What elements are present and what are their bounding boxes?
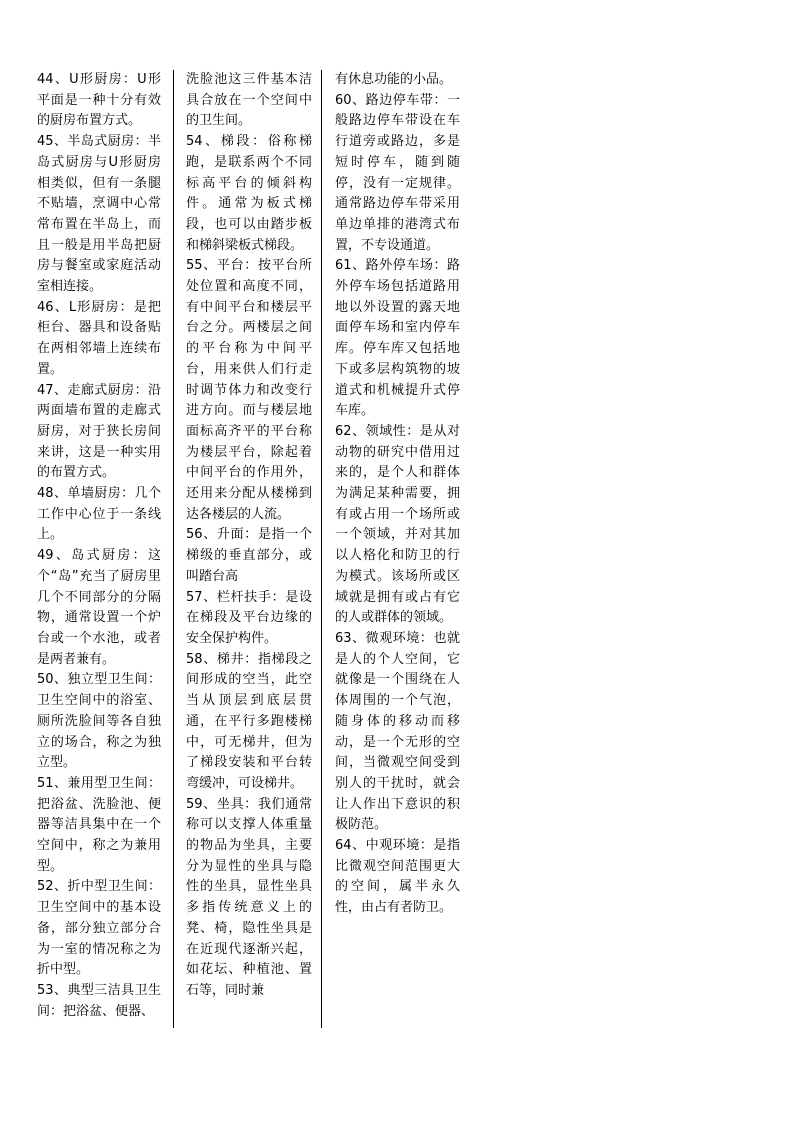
text-column-right: [335, 70, 460, 919]
paragraph-64: 64、中观环境：是指比微观空间范围更大的空间，属半永久性，由占有者防卫。: [335, 838, 460, 916]
paragraph-49: 49、岛式厨房：这个“岛”充当了厨房里几个不同部分的分隔物，通常设置一个炉台或一个水池，或者是两者兼有。: [37, 548, 161, 667]
paragraph-60: 60、路边停车带：一般路边停车带设在车行道旁或路边，多是短时停车，随到随停，没有一定规律。通常路边停车带采用单边单排的港湾式布置，不专设通道。: [335, 92, 460, 253]
paragraph-58: 58、梯井：指梯段之间形成的空当，此空当从顶层到底层贯通，在平行多跑楼梯中，可无梯井，但为了梯段安装和平台转弯缓冲，可设梯井。: [186, 651, 312, 791]
paragraph-47: 47、走廊式厨房：沿两面墙布置的走廊式厨房，对于狭长房间来讲，这是一种实用的布置方式。: [37, 382, 161, 481]
column-divider-left: [173, 70, 174, 1028]
text-column-middle: [186, 70, 312, 1002]
paragraph-52: 52、折中型卫生间：卫生空间中的基本设备，部分独立部分合为一室的情况称之为折中型。: [37, 879, 161, 978]
paragraph-59-end: 有休息功能的小品。: [335, 72, 453, 87]
paragraph-63: 63、微观环境：也就是人的个人空间，它就像是一个围绕在人体周围的一个气泡，随身体的移动而移动，是一个无形的空间，当微观空间受到别人的干扰时，就会让人作出下意识的积极防范。: [335, 630, 460, 833]
paragraph-48: 48、单墙厨房：几个工作中心位于一条线上。: [37, 486, 161, 543]
paragraph-56: 56、升面：是指一个梯级的垂直部分，或叫踏台高: [186, 527, 312, 584]
paragraph-45: 45、半岛式厨房：半岛式厨房与U形厨房相类似，但有一条腿不贴墙，烹调中心常常布置在半岛上，而且一般是用半岛把厨房与餐室或家庭活动室相连接。: [37, 134, 161, 295]
paragraph-53-start: 53、典型三洁具卫生间：把浴盆、便器、: [37, 982, 161, 1019]
paragraph-59-start: 59、坐具：我们通常称可以支撑人体重量的物品为坐具，主要分为显性的坐具与隐性的坐具，显性坐具多指传统意义上的凳、椅，隐性坐具是在近现代逐渐兴起，如花坛、种植池、置石等，同时兼: [186, 796, 312, 998]
column-divider-right: [321, 70, 322, 1028]
paragraph-62: 62、领域性：是从对动物的研究中借用过来的，是个人和群体为满足某种需要，拥有或占用一个场所或一个领域，并对其加以人格化和防卫的行为模式。该场所或区域就是拥有或占有它的人或群体的领域。: [335, 423, 460, 626]
paragraph-53-end: 洗脸池这三件基本洁具合放在一个空间中的卫生间。: [186, 72, 312, 129]
paragraph-61: 61、路外停车场：路外停车场包括道路用地以外设置的露天地面停车场和室内停车库。停车库又包括地下或多层构筑物的坡道式和机械提升式停车库。: [335, 258, 460, 419]
paragraph-44: 44、U形厨房：U形平面是一种十分有效的厨房布置方式。: [37, 72, 161, 129]
paragraph-46: 46、L形厨房：是把柜台、器具和设备贴在两相邻墙上连续布置。: [37, 299, 161, 377]
paragraph-55: 55、平台：按平台所处位置和高度不同，有中间平台和楼层平台之分。两楼层之间的平台称为中间平台，用来供人们行走时调节体力和改变行进方向。而与楼层地面标高齐平的平台称为楼层平台，除起着中间平台的作用外，还用来分配从楼梯到达各楼层的人流。: [186, 258, 312, 522]
paragraph-51: 51、兼用型卫生间：把浴盆、洗脸池、便器等洁具集中在一个空间中，称之为兼用型。: [37, 775, 161, 874]
paragraph-54: 54、梯段：俗称梯跑，是联系两个不同标高平台的倾斜构件。通常为板式梯段，也可以由踏步板和梯斜梁板式梯段。: [186, 134, 312, 253]
paragraph-57: 57、栏杆扶手：是设在梯段及平台边缘的安全保护构件。: [186, 589, 312, 646]
text-column-left: [37, 70, 161, 1022]
paragraph-50: 50、独立型卫生间：卫生空间中的浴室、厕所洗脸间等各自独立的场合，称之为独立型。: [37, 672, 161, 771]
